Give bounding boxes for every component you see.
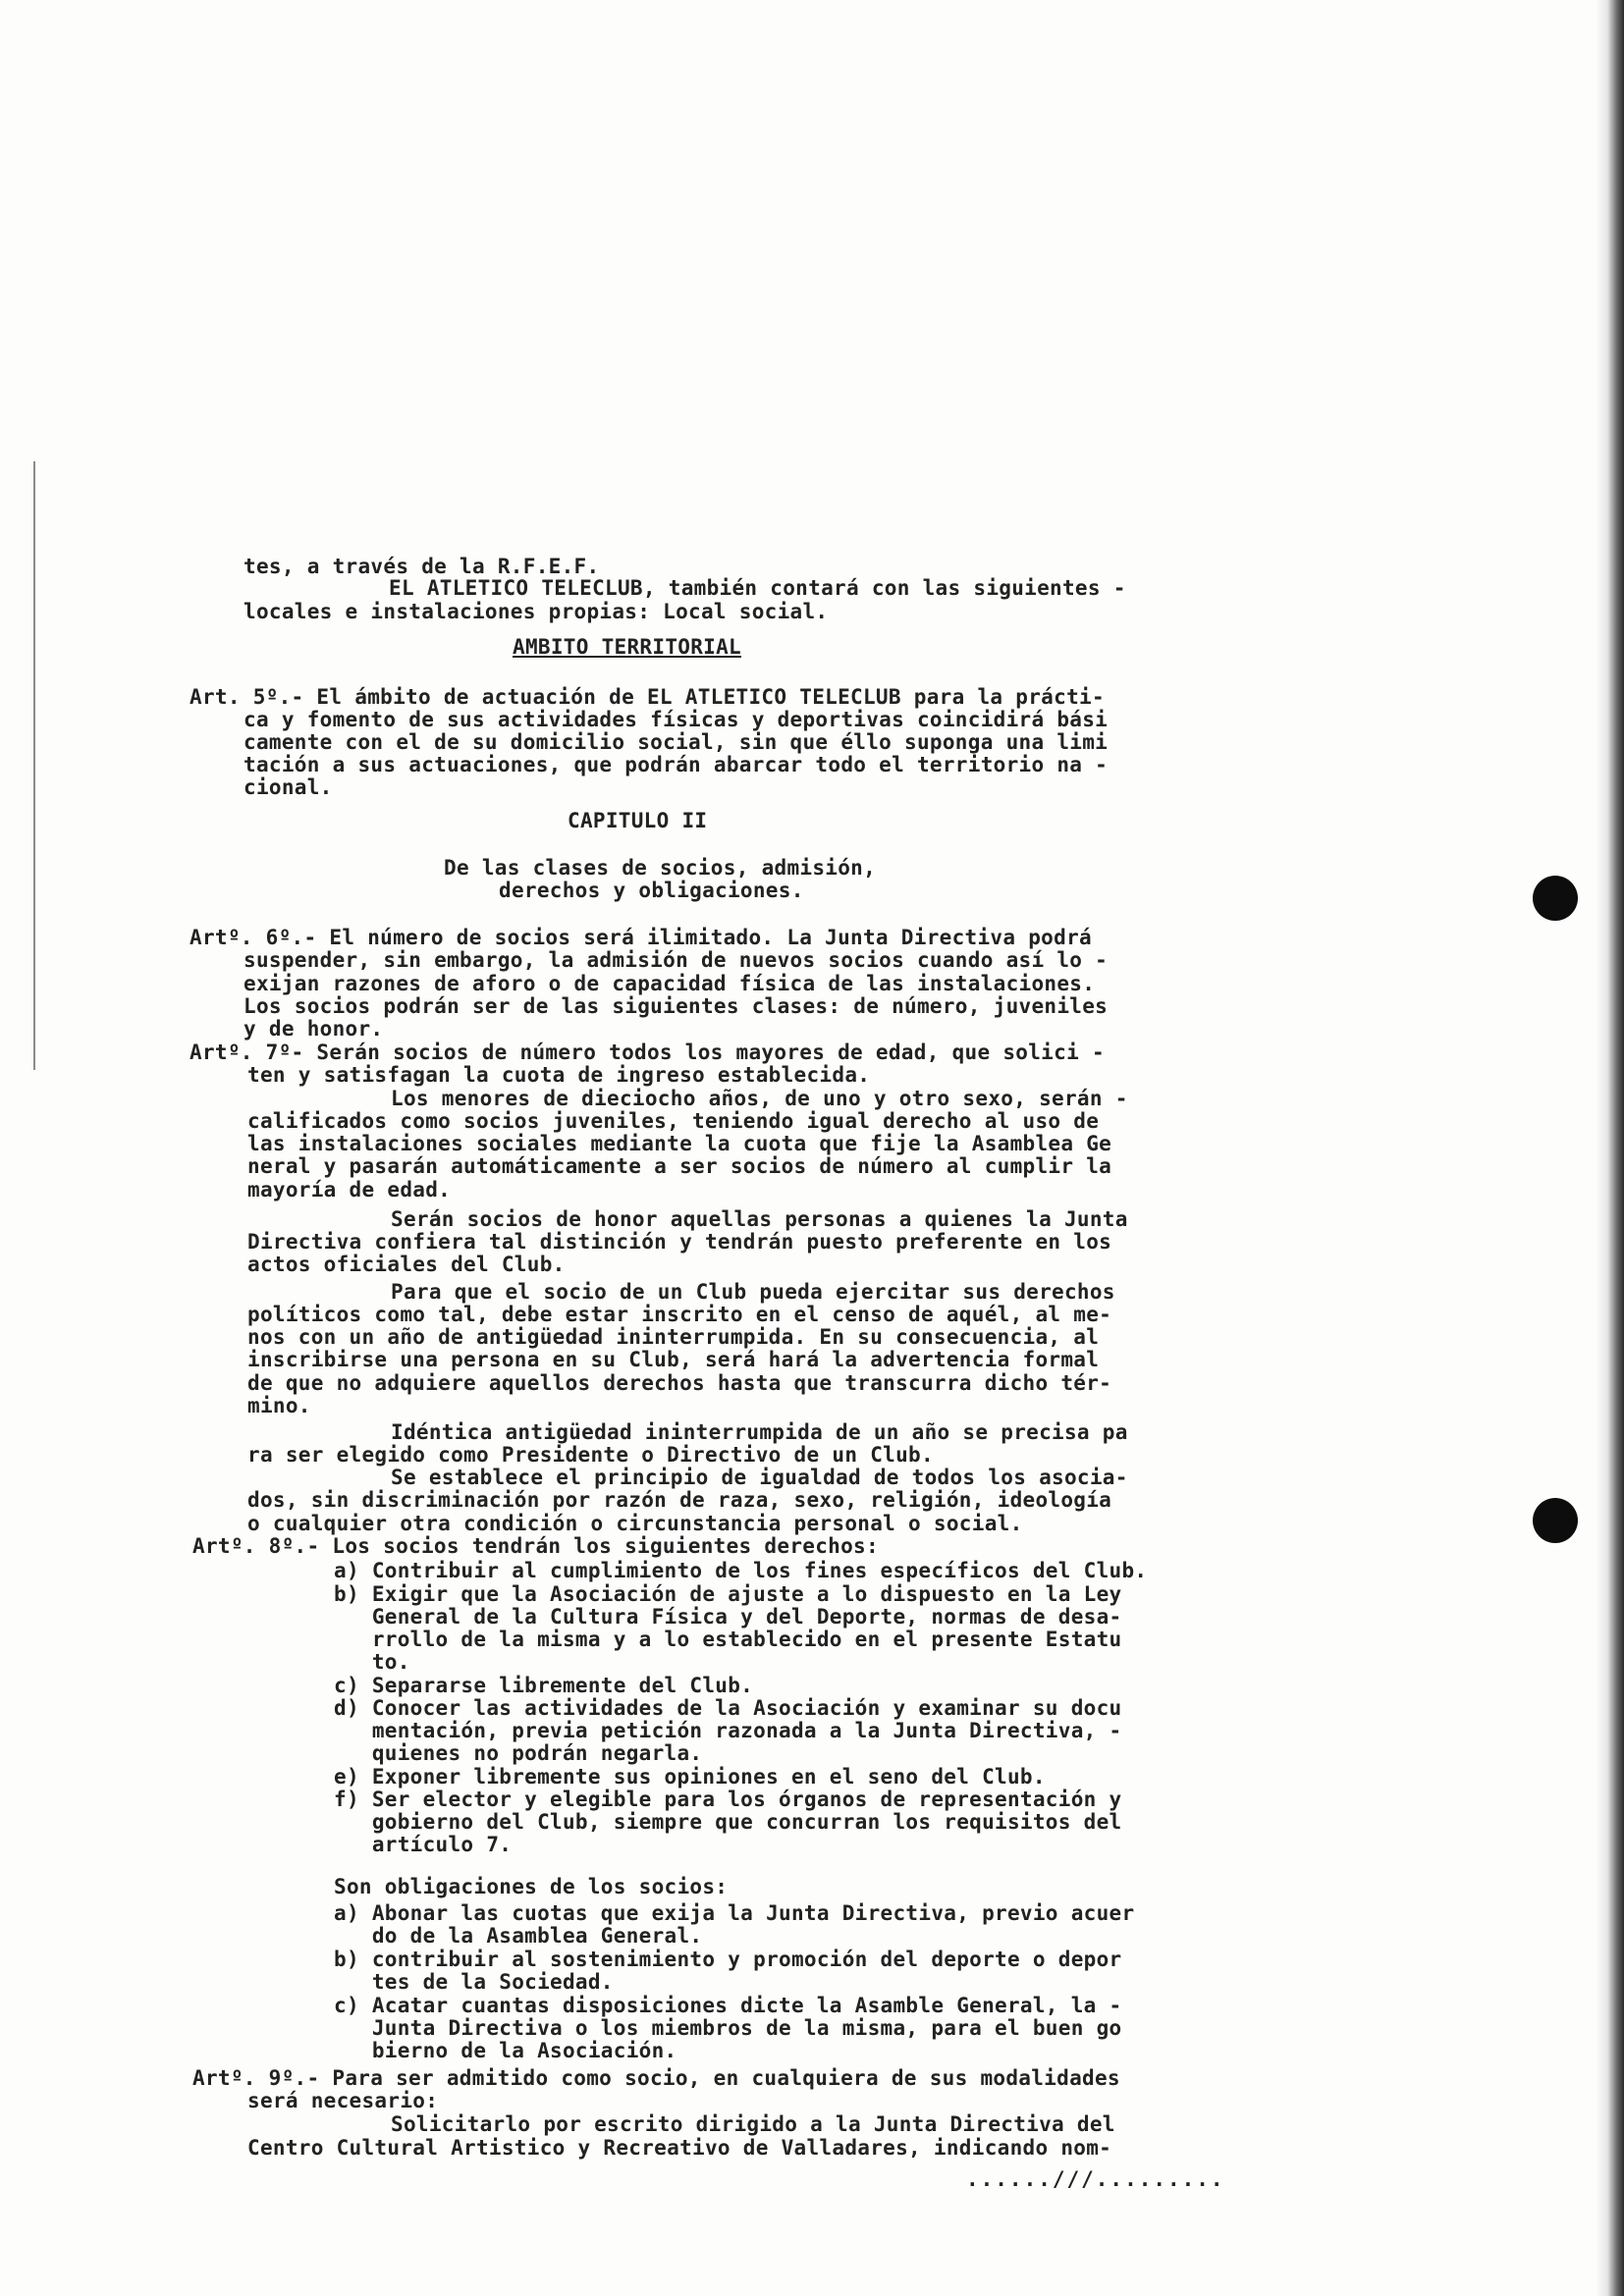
article-8-right: artículo 7. bbox=[334, 1833, 513, 1856]
obligation-item: a) Abonar las cuotas que exija la Junta Directiva, previo acuer bbox=[334, 1901, 1135, 1925]
obligation-item: c) Acatar cuantas disposiciones dicte la Asamble General, la - bbox=[334, 1994, 1122, 2017]
article-8-right: d) Conocer las actividades de la Asociación y examinar su docu bbox=[334, 1696, 1122, 1720]
obligations-intro: Son obligaciones de los socios: bbox=[334, 1875, 729, 1898]
article-7-line: Para que el socio de un Club pueda ejercitar sus derechos bbox=[391, 1280, 1115, 1304]
article-8-right: mentación, previa petición razonada a la Junta Directiva, - bbox=[334, 1719, 1122, 1742]
article-6-line: y de honor. bbox=[244, 1017, 384, 1041]
section-heading-ambito: AMBITO TERRITORIAL bbox=[513, 635, 741, 659]
article-9-line: Centro Cultural Artistico y Recreativo de Valladares, indicando nom- bbox=[247, 2136, 1112, 2160]
article-9-line: Artº. 9º.- Para ser admitido como socio, en cualquiera de sus modalidades bbox=[192, 2066, 1120, 2090]
article-5-line: cional. bbox=[244, 775, 333, 799]
article-7-line: Se establece el principio de igualdad de todos los asocia- bbox=[391, 1466, 1128, 1489]
article-7-line: Serán socios de honor aquellas personas a quienes la Junta bbox=[391, 1207, 1128, 1231]
article-8-right: rrollo de la misma y a lo establecido en el presente Estatu bbox=[334, 1628, 1122, 1651]
article-8-right: c) Separarse libremente del Club. bbox=[334, 1674, 754, 1697]
article-8-right: to. bbox=[334, 1650, 410, 1674]
margin-rule bbox=[33, 461, 35, 1070]
punch-hole-top bbox=[1533, 876, 1578, 921]
article-7-line: neral y pasarán automáticamente a ser socios de número al cumplir la bbox=[247, 1154, 1112, 1178]
chapter-title: CAPITULO II bbox=[568, 809, 708, 832]
article-7-line: nos con un año de antigüedad ininterrumpida. En su consecuencia, al bbox=[247, 1325, 1100, 1349]
article-8-right: f) Ser elector y elegible para los órganos de representación y bbox=[334, 1788, 1122, 1811]
article-7-line: Los menores de dieciocho años, de uno y otro sexo, serán - bbox=[391, 1087, 1128, 1110]
article-5-line: camente con el de su domicilio social, sin que éllo suponga una limi bbox=[244, 730, 1109, 754]
article-9-line: Solicitarlo por escrito dirigido a la Junta Directiva del bbox=[391, 2112, 1115, 2136]
punch-hole-bottom bbox=[1533, 1498, 1578, 1543]
article-5-line: Art. 5º.- El ámbito de actuación de EL ATLETICO TELECLUB para la prácti- bbox=[189, 685, 1105, 709]
article-7-line: políticos como tal, debe estar inscrito en el censo de aquél, al me- bbox=[247, 1303, 1112, 1326]
intro-line: EL ATLETICO TELECLUB, también contará con las siguientes - bbox=[389, 576, 1126, 600]
article-5-line: tación a sus actuaciones, que podrán abarcar todo el territorio na - bbox=[244, 753, 1109, 776]
intro-line: locales e instalaciones propias: Local social. bbox=[244, 600, 829, 623]
article-7-line: Artº. 7º- Serán socios de número todos los mayores de edad, que solici - bbox=[189, 1041, 1105, 1064]
article-9-line: será necesario: bbox=[247, 2089, 439, 2112]
article-6-line: suspender, sin embargo, la admisión de nuevos socios cuando así lo - bbox=[244, 948, 1109, 972]
article-8-intro: Artº. 8º.- Los socios tendrán los siguientes derechos: bbox=[192, 1534, 879, 1558]
article-8-right: quienes no podrán negarla. bbox=[334, 1741, 703, 1765]
article-7-line: Idéntica antigüedad ininterrumpida de un año se precisa pa bbox=[391, 1420, 1128, 1444]
article-8-right: General de la Cultura Física y del Deporte, normas de desa- bbox=[334, 1605, 1122, 1629]
article-7-line: o cualquier otra condición o circunstancia personal o social. bbox=[247, 1512, 1023, 1535]
continuation-mark: ......///......... bbox=[966, 2167, 1225, 2191]
article-6-line: exijan razones de aforo o de capacidad física de las instalaciones. bbox=[244, 972, 1096, 995]
article-7-line: ten y satisfagan la cuota de ingreso establecida. bbox=[247, 1063, 871, 1087]
chapter-subtitle-line: De las clases de socios, admisión, bbox=[444, 856, 877, 880]
article-6-line: Los socios podrán ser de las siguientes clases: de número, juveniles bbox=[244, 994, 1109, 1018]
article-8-right: e) Exponer libremente sus opiniones en el seno del Club. bbox=[334, 1765, 1046, 1789]
article-7-line: calificados como socios juveniles, teniendo igual derecho al uso de bbox=[247, 1109, 1100, 1133]
intro-line: tes, a través de la R.F.E.F. bbox=[244, 555, 600, 578]
article-8-right: gobierno del Club, siempre que concurran los requisitos del bbox=[334, 1810, 1122, 1834]
article-7-line: Directiva confiera tal distinción y tendrán puesto preferente en los bbox=[247, 1230, 1112, 1254]
article-6-line: Artº. 6º.- El número de socios será ilimitado. La Junta Directiva podrá bbox=[189, 926, 1092, 949]
article-7-line: de que no adquiere aquellos derechos hasta que transcurra dicho tér- bbox=[247, 1371, 1112, 1395]
article-7-line: las instalaciones sociales mediante la cuota que fije la Asamblea Ge bbox=[247, 1132, 1112, 1155]
obligation-item: Junta Directiva o los miembros de la misma, para el buen go bbox=[334, 2016, 1122, 2040]
article-5-line: ca y fomento de sus actividades físicas y deportivas coincidirá bási bbox=[244, 708, 1109, 731]
scanner-edge-shadow bbox=[1597, 0, 1624, 2296]
chapter-subtitle-line: derechos y obligaciones. bbox=[499, 879, 804, 902]
obligation-item: b) contribuir al sostenimiento y promoción del deporte o depor bbox=[334, 1948, 1122, 1971]
article-7-line: actos oficiales del Club. bbox=[247, 1253, 566, 1276]
article-8-right: a) Contribuir al cumplimiento de los fines específicos del Club. bbox=[334, 1559, 1148, 1582]
obligation-item: do de la Asamblea General. bbox=[334, 1924, 703, 1948]
obligation-item: tes de la Sociedad. bbox=[334, 1970, 614, 1994]
article-7-line: mino. bbox=[247, 1394, 311, 1417]
obligation-item: bierno de la Asociación. bbox=[334, 2039, 677, 2062]
article-7-line: dos, sin discriminación por razón de raza, sexo, religión, ideología bbox=[247, 1488, 1112, 1512]
article-7-line: mayoría de edad. bbox=[247, 1178, 452, 1201]
article-7-line: inscribirse una persona en su Club, será hará la advertencia formal bbox=[247, 1348, 1100, 1371]
article-8-right: b) Exigir que la Asociación de ajuste a lo dispuesto en la Ley bbox=[334, 1582, 1122, 1606]
article-7-line: ra ser elegido como Presidente o Directivo de un Club. bbox=[247, 1443, 934, 1467]
